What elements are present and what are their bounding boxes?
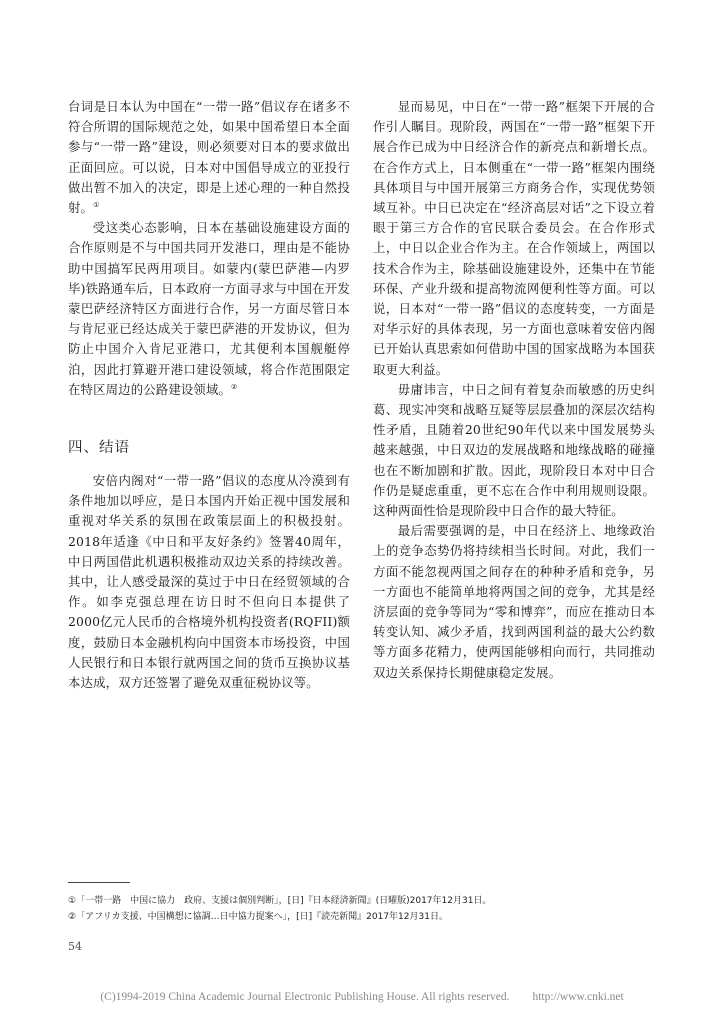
footnotes <box>68 893 648 925</box>
copyright-notice: (C)1994-2019 China Academic Journal Electronic Publishing House. All rights reserved. http://www.cnki.net <box>100 991 624 1003</box>
footnote: ①「一帯一路 中国に協力 政府、支援は個別判断」，[日]『日本経済新聞』(日曜版)2017年12月31日。 <box>68 896 492 906</box>
footnote-ref[interactable]: ① <box>93 200 100 209</box>
paragraph: 安倍内阁对“一带一路”倡议的态度从冷漠到有条件地加以呼应，是日本国内开始正视中国发展和重视对华关系的氛围在政策层面上的积极投射。2018年适逢《中日和平友好条约》签署40周年，中日两国借此机遇积极推动双边关系的持续改善。其中，让人感受最深的莫过于中日在经贸领域的合作。如李克强总理在访日时不但向日本提供了2000亿元人民币的合格境外机构投资者(RQFII)额度，鼓励日本金融机构向中国资本市场投资，中国人民银行和日本银行就两国之间的货币互换协议基本达成，双方还签署了避免双重征税协议等。 <box>68 473 350 691</box>
page-number: 54 <box>68 940 82 953</box>
paragraph: 毋庸讳言，中日之间有着复杂而敏感的历史纠葛、现实冲突和战略互疑等层层叠加的深层次结构性矛盾，且随着20世纪90年代以来中国发展势头越来越强，中日双边的发展战略和地缘战略的碰撞也在不断加剧和扩散。因此，现阶段日本对中日合作仍是疑虑重重，更不忘在合作中利用规则设限。这种两面性恰是现阶段中日合作的最大特征。 <box>373 381 655 519</box>
left-column <box>68 97 350 693</box>
paragraph <box>68 218 350 400</box>
right-column <box>373 97 655 683</box>
footnote-ref[interactable]: ② <box>231 382 238 391</box>
paragraph: 最后需要强调的是，中日在经济上、地缘政治上的竞争态势仍将持续相当长时间。对此，我们一方面不能忽视两国之间存在的种种矛盾和竞争，另一方面也不能简单地将两国之间的竞争，尤其是经济层面的竞争等同为“零和博弈”，而应在推动日本转变认知、减少矛盾，找到两国利益的最大公约数等方面多花精力，使两国能够相向而行，共同推动双边关系保持长期健康稳定发展。 <box>373 523 655 680</box>
footnote-divider <box>68 882 130 883</box>
paragraph <box>68 97 350 218</box>
paragraph: 显而易见，中日在“一带一路”框架下开展的合作引人瞩目。现阶段，两国在“一带一路”框架下开展合作已成为中日经济合作的新亮点和新增长点。在合作方式上，日本侧重在“一带一路”框架内围绕具体项目与中国开展第三方商务合作，实现优势领域互补。中日已决定在“经济高层对话”之下设立着眼于第三方合作的官民联合委员会。在合作形式上，中日以企业合作为主。在合作领域上，两国以技术合作为主，除基础设施建设外，还集中在节能环保、产业升级和提高物流网便利性等方面。可以说，日本对“一带一路”倡议的态度转变，一方面是对华示好的具体表现，另一方面也意味着安倍内阁已开始认真思索如何借助中国的国家战略为本国获取更大利益。 <box>373 99 655 377</box>
section-heading: 四、结语 <box>68 440 130 457</box>
paragraph-text: 台词是日本认为中国在“一带一路”倡议存在诸多不符合所谓的国际规范之处，如果中国希望日本全面参与“一带一路”建设，则必须要对日本的要求做出正面回应。可以说，日本对中国倡导成立的亚投行做出暂不加入的决定，即是上述心理的一种自然投射。 <box>68 99 350 216</box>
footnote: ②「アフリカ支援、中国構想に協調…日中協力提案へ」，[日]『読売新聞』2017年12月31日。 <box>68 912 448 922</box>
paragraph-text: 受这类心态影响，日本在基础设施建设方面的合作原则是不与中国共同开发港口，理由是不能协助中国搞军民两用项目。如蒙内(蒙巴萨港—内罗毕)铁路通车后，日本政府一方面寻求与中国在开发蒙巴萨经济特区方面进行合作，另一方面尽管日本与肯尼亚已经达成关于蒙巴萨港的开发协议，但为防止中国介入肯尼亚港口，尤其便利本国舰艇停泊，因此打算避开港口建设领域，将合作范围限定在特区周边的公路建设领域。 <box>68 220 350 397</box>
